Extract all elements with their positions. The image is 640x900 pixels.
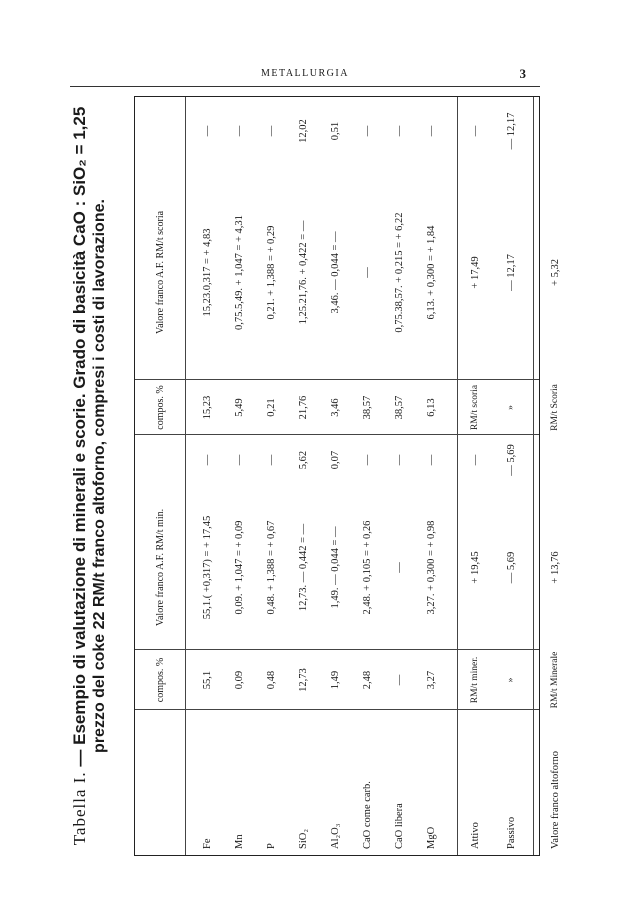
- table-cell: 6,13. + 0,300 = + 1,84: [425, 225, 437, 320]
- page-number: 3: [519, 66, 526, 81]
- table-cell: 0,09. + 1,047 = + 0,09: [233, 520, 245, 615]
- row-label: MgO: [425, 826, 437, 849]
- column-header: [135, 710, 185, 855]
- table-cell: 38,57: [393, 395, 405, 420]
- row-label: SiO₂: [297, 828, 309, 849]
- table-cell: 1,25.21,76. + 0,422 = —: [297, 220, 309, 325]
- table-cell: 55,1: [201, 670, 213, 690]
- table-cell: 55,1.( +0,317) = + 17,45: [201, 515, 213, 620]
- table-cell: —: [233, 454, 245, 466]
- table-cell: 3,46: [329, 398, 341, 417]
- table-row: [351, 97, 383, 855]
- caption-line-2: prezzo del coke 22 RM/t franco altoforno, compresi i costi di lavorazione.: [91, 199, 108, 753]
- row-label: Attivo: [469, 822, 481, 849]
- table-cell: 12,02: [297, 119, 309, 143]
- table-cell: + 19,45: [469, 551, 481, 584]
- table-cell: 12,73. — 0,442 = —: [297, 523, 309, 612]
- table-cell: + 13,76: [549, 551, 561, 584]
- table-cell: RM/t Scoria: [549, 384, 560, 431]
- column-divider: [135, 434, 539, 435]
- table-row: [287, 97, 319, 855]
- table-cell: 15,23.0,317 = + 4,83: [201, 228, 213, 317]
- column-divider: [135, 379, 539, 380]
- table-cell: —: [201, 125, 213, 137]
- row-label: Valore franco altoforno: [549, 751, 561, 849]
- running-title: METALLURGIA: [261, 68, 349, 79]
- table-cell: 0,21: [265, 398, 277, 417]
- table-row: [383, 97, 415, 855]
- summary-row: [493, 97, 529, 855]
- rotated-table-area: [70, 96, 561, 856]
- column-header: Valore franco A.F. RM/t scoria: [154, 210, 166, 335]
- table-row: [415, 97, 447, 855]
- table-cell: —: [425, 125, 437, 137]
- table-cell: —: [361, 267, 373, 278]
- column-divider: [135, 649, 539, 650]
- header-rule: [70, 86, 540, 87]
- column-header: compos. %: [154, 385, 166, 430]
- table-label: Tabella I.: [70, 771, 89, 846]
- row-label: CaO come carb.: [361, 781, 373, 849]
- table-cell: — 5,69: [505, 444, 517, 476]
- table-cell: — 5,69: [505, 551, 517, 584]
- table-cell: —: [361, 125, 373, 137]
- page-header: [70, 66, 540, 88]
- column-header: Valore franco A.F. RM/t min.: [154, 508, 166, 627]
- table-cell: 0,09: [233, 670, 245, 690]
- table-cell: 0,75.38,57. + 0,215 = + 6,22: [393, 212, 405, 333]
- row-label: Al₂O₃: [329, 823, 341, 849]
- table-cell: 1,49: [329, 670, 341, 690]
- caption-line-1: — Esempio di valutazione di minerali e scorie. Grado di basicità CaO : SiO₂ = 1,25: [70, 106, 89, 767]
- table-caption: [70, 96, 126, 856]
- total-row: [533, 97, 577, 855]
- row-label: Passivo: [505, 816, 517, 849]
- summary-row: [457, 97, 493, 855]
- table-cell: 0,21. + 1,388 = + 0,29: [265, 225, 277, 320]
- row-label: Fe: [201, 838, 213, 849]
- column-header: [135, 97, 185, 165]
- table-row: [255, 97, 287, 855]
- table-cell: RM/t miner.: [469, 656, 480, 704]
- column-header: [135, 435, 185, 485]
- table-cell: 0,48. + 1,388 = + 0,67: [265, 520, 277, 615]
- table-cell: RM/t scoria: [469, 384, 480, 431]
- table-cell: 0,48: [265, 670, 277, 690]
- table-cell: 0,75.5,49. + 1,047 = + 4,31: [233, 215, 245, 330]
- table-cell: —: [201, 454, 213, 466]
- table-cell: 21,76: [297, 395, 309, 420]
- table-row: [191, 97, 223, 855]
- table-cell: 1,49. — 0,044 = —: [329, 526, 341, 609]
- table-cell: [533, 435, 577, 485]
- table-cell: 5,49: [233, 398, 245, 417]
- table-row: [319, 97, 351, 855]
- table-header-row: [135, 97, 185, 855]
- table-cell: —: [469, 125, 481, 137]
- table-cell: —: [425, 454, 437, 466]
- table-cell: —: [393, 454, 405, 466]
- table-cell: + 17,49: [469, 256, 481, 289]
- table-cell: 5,62: [297, 450, 309, 470]
- table-cell: + 5,32: [549, 259, 561, 286]
- valuation-table: [134, 96, 561, 856]
- row-label: Mn: [233, 834, 245, 849]
- table-cell: — 12,17: [505, 112, 517, 150]
- table-cell: —: [469, 454, 481, 466]
- table-cell: —: [393, 562, 405, 573]
- table-cell: 12,73: [297, 668, 309, 692]
- table-cell: — 12,17: [505, 254, 517, 291]
- table-cell: 15,23: [201, 395, 213, 420]
- table-cell: —: [361, 454, 373, 466]
- table-cell: »: [505, 677, 516, 683]
- table-cell: »: [505, 405, 516, 410]
- table-cell: —: [393, 674, 405, 686]
- column-divider: [135, 709, 539, 710]
- table-cell: 0,51: [329, 121, 341, 141]
- table-cell: —: [265, 125, 277, 137]
- table-cell: [533, 97, 577, 165]
- table-row: [223, 97, 255, 855]
- table-cell: 0,07: [329, 450, 341, 470]
- header-divider: [185, 97, 186, 855]
- table-cell: 2,48. + 0,105 = + 0,26: [361, 520, 373, 615]
- table-cell: 2,48: [361, 670, 373, 690]
- column-header: compos. %: [154, 657, 166, 703]
- table-cell: 3,46. — 0,044 = —: [329, 231, 341, 314]
- table-cell: —: [265, 454, 277, 466]
- table-cell: 3,27: [425, 670, 437, 690]
- table-cell: —: [233, 125, 245, 137]
- table-cell: 6,13: [425, 398, 437, 417]
- row-label: P: [265, 843, 277, 849]
- table-cell: 3,27. + 0,300 = + 0,98: [425, 520, 437, 615]
- row-label: CaO libera: [393, 803, 405, 849]
- table-cell: —: [393, 125, 405, 137]
- table-cell: RM/t Minerale: [549, 651, 560, 709]
- table-cell: 38,57: [361, 395, 373, 420]
